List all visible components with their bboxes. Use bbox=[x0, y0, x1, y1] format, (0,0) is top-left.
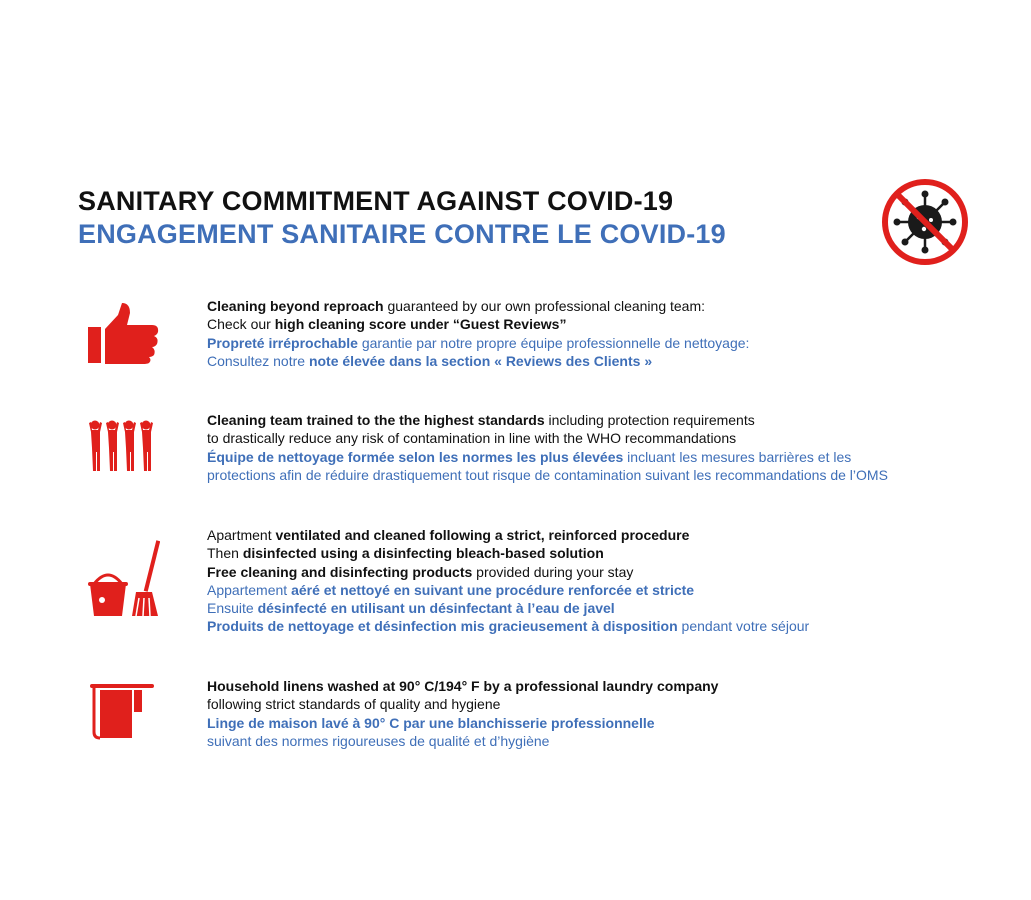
text-line-fr bbox=[207, 466, 888, 484]
text-line-en bbox=[207, 411, 888, 429]
bold-text: Cleaning team trained to the the highest standards bbox=[207, 412, 545, 428]
text-line-en bbox=[207, 315, 749, 333]
text-line-fr bbox=[207, 352, 749, 370]
text-line-en bbox=[207, 526, 809, 544]
bold-text: Free cleaning and disinfecting products bbox=[207, 563, 473, 580]
text: suivant des normes rigoureuses de qualité et d’hygiène bbox=[207, 732, 550, 749]
text: following strict standards of quality and hygiene bbox=[207, 696, 501, 713]
text: incluant les mesures barrières et les bbox=[623, 448, 852, 465]
text: protections afin de réduire drastiquement tout risque de contamination suivant les recommandations de l’OMS bbox=[207, 466, 888, 483]
text-line-en bbox=[207, 695, 718, 713]
linen-towel-icon bbox=[90, 682, 154, 740]
text: Appartement bbox=[207, 581, 292, 598]
text: Consultez notre bbox=[207, 352, 309, 369]
text: garantie par notre propre équipe professionnelle de nettoyage: bbox=[357, 334, 750, 351]
bold-text: high cleaning score under “Guest Reviews” bbox=[274, 316, 567, 333]
bold-text: Linge de maison lavé à 90° C par une blanchisserie professionnelle bbox=[207, 714, 655, 731]
ventilation-procedure-section bbox=[207, 526, 809, 636]
thumbs-up-icon bbox=[88, 303, 160, 365]
bold-text: Produits de nettoyage et désinfection mis gracieusement à disposition bbox=[207, 618, 678, 635]
title-english: SANITARY COMMITMENT AGAINST COVID-19 bbox=[78, 186, 674, 216]
text-line-fr bbox=[207, 448, 888, 466]
text-line-en bbox=[207, 544, 809, 562]
text-line-fr bbox=[207, 599, 809, 617]
text-line-fr bbox=[207, 732, 718, 750]
text: pendant votre séjour bbox=[677, 618, 810, 635]
text: Ensuite bbox=[207, 600, 258, 617]
text-line-fr bbox=[207, 581, 809, 599]
text-line-en bbox=[207, 297, 749, 315]
text-line-en bbox=[207, 563, 809, 581]
text-line-fr bbox=[207, 617, 809, 635]
cleaning-team-icon bbox=[87, 420, 157, 472]
text-line-fr bbox=[207, 714, 718, 732]
bold-text: ventilated and cleaned following a strict, reinforced procedure bbox=[275, 527, 690, 543]
title-french: ENGAGEMENT SANITAIRE CONTRE LE COVID-19 bbox=[78, 219, 726, 249]
bucket-mop-icon bbox=[88, 540, 160, 618]
text: provided during your stay bbox=[472, 563, 634, 580]
text: Apartment bbox=[207, 527, 276, 543]
bold-text: aéré et nettoyé en suivant une procédure renforcée et stricte bbox=[291, 581, 695, 598]
cleaning-reproach-section bbox=[207, 297, 749, 370]
text-line-en bbox=[207, 429, 888, 447]
text: guaranteed by our own professional cleaning team: bbox=[383, 298, 706, 314]
text-line-en bbox=[207, 677, 718, 695]
no-virus-icon bbox=[880, 177, 970, 267]
bold-text: Équipe de nettoyage formée selon les normes les plus élevées bbox=[207, 448, 624, 465]
bold-text: disinfected using a disinfecting bleach-based solution bbox=[242, 545, 604, 562]
text-line-fr bbox=[207, 334, 749, 352]
bold-text: note élevée dans la section « Reviews des Clients » bbox=[308, 352, 653, 369]
linens-section bbox=[207, 677, 718, 750]
trained-team-section bbox=[207, 411, 888, 484]
text: Then bbox=[207, 545, 243, 562]
bold-text: désinfecté en utilisant un désinfectant à l’eau de javel bbox=[257, 600, 615, 617]
bold-text: Household linens washed at 90° C/194° F by a professional laundry company bbox=[207, 678, 719, 694]
text: Check our bbox=[207, 316, 275, 333]
text: including protection requirements bbox=[544, 412, 755, 428]
text: to drastically reduce any risk of contamination in line with the WHO recommandations bbox=[207, 430, 737, 447]
bold-text: Propreté irréprochable bbox=[207, 334, 358, 351]
bold-text: Cleaning beyond reproach bbox=[207, 298, 384, 314]
